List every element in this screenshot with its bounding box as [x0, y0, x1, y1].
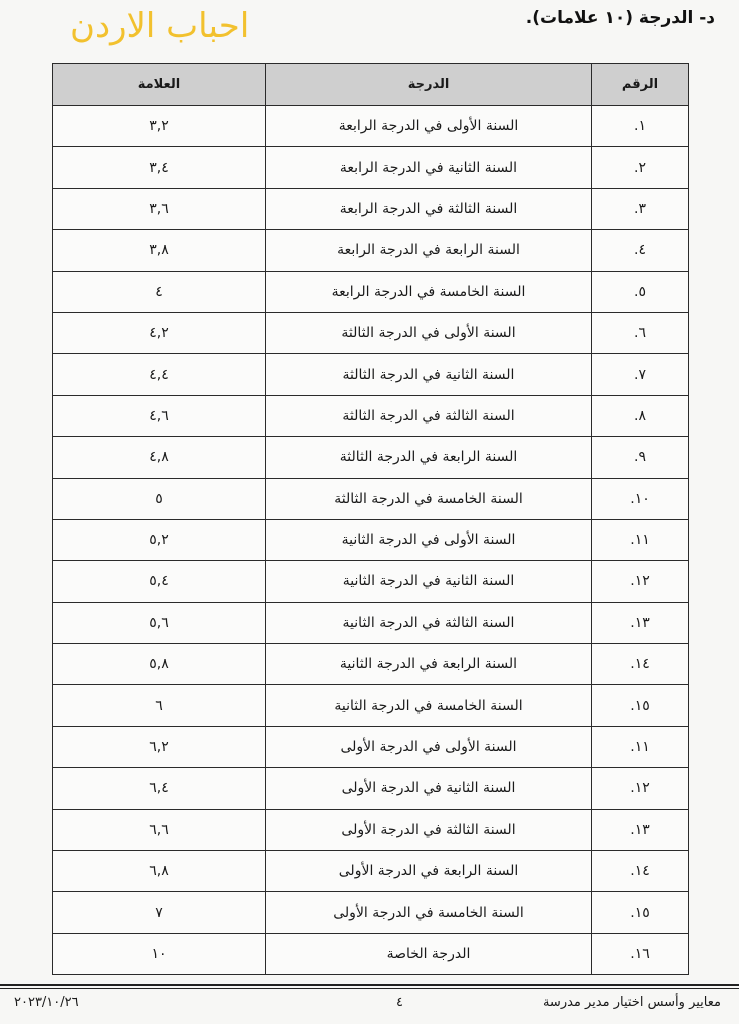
row-number-cell: ١٣.: [592, 602, 689, 643]
footer-divider: [0, 984, 739, 986]
row-number-cell: ١٤.: [592, 644, 689, 685]
table-row: [53, 768, 689, 809]
footer-divider-thin: [0, 988, 739, 989]
table-body: [53, 106, 689, 975]
row-mark-cell: ٧: [53, 892, 266, 933]
table-row: [53, 519, 689, 560]
row-mark-cell: ٤,٢: [53, 312, 266, 353]
footer-page-number: ٤: [396, 995, 403, 1010]
row-mark-cell: ٥,٨: [53, 644, 266, 685]
table-row: [53, 892, 689, 933]
row-mark-cell: ٣,٨: [53, 230, 266, 271]
row-degree-cell: السنة الأولى في الدرجة الثالثة: [266, 312, 592, 353]
row-degree-cell: السنة الخامسة في الدرجة الثانية: [266, 685, 592, 726]
row-degree-cell: السنة الثالثة في الدرجة الثانية: [266, 602, 592, 643]
row-mark-cell: ٤: [53, 271, 266, 312]
row-mark-cell: ٤,٨: [53, 437, 266, 478]
row-number-cell: ٤.: [592, 230, 689, 271]
row-degree-cell: السنة الثانية في الدرجة الرابعة: [266, 147, 592, 188]
row-mark-cell: ٦,٨: [53, 851, 266, 892]
row-mark-cell: ٥,٤: [53, 561, 266, 602]
table-row: [53, 602, 689, 643]
row-mark-cell: ٦,٢: [53, 726, 266, 767]
row-number-cell: ١٦.: [592, 933, 689, 974]
row-degree-cell: السنة الثانية في الدرجة الثانية: [266, 561, 592, 602]
table-row: [53, 851, 689, 892]
grade-table: [52, 63, 689, 975]
table-row: [53, 726, 689, 767]
table-row: [53, 147, 689, 188]
table-header-row: [53, 64, 689, 106]
row-degree-cell: السنة الرابعة في الدرجة الثانية: [266, 644, 592, 685]
row-degree-cell: السنة الخامسة في الدرجة الرابعة: [266, 271, 592, 312]
watermark: احباب الاردن: [70, 6, 250, 46]
row-number-cell: ١.: [592, 106, 689, 147]
row-number-cell: ١٥.: [592, 685, 689, 726]
row-mark-cell: ٦,٦: [53, 809, 266, 850]
row-mark-cell: ٥: [53, 478, 266, 519]
table-row: [53, 644, 689, 685]
row-mark-cell: ٣,٦: [53, 188, 266, 229]
row-number-cell: ١١.: [592, 519, 689, 560]
row-mark-cell: ٥,٢: [53, 519, 266, 560]
row-degree-cell: السنة الثانية في الدرجة الثالثة: [266, 354, 592, 395]
header-mark: العلامة: [53, 64, 266, 106]
row-number-cell: ٩.: [592, 437, 689, 478]
row-number-cell: ٨.: [592, 395, 689, 436]
section-heading: د- الدرجة (١٠ علامات).: [525, 8, 715, 28]
row-number-cell: ١٢.: [592, 768, 689, 809]
row-degree-cell: الدرجة الخاصة: [266, 933, 592, 974]
row-degree-cell: السنة الأولى في الدرجة الأولى: [266, 726, 592, 767]
table-row: [53, 188, 689, 229]
row-number-cell: ١١.: [592, 726, 689, 767]
row-mark-cell: ٥,٦: [53, 602, 266, 643]
row-degree-cell: السنة الخامسة في الدرجة الأولى: [266, 892, 592, 933]
row-mark-cell: ٦: [53, 685, 266, 726]
table-row: [53, 354, 689, 395]
row-mark-cell: ٤,٤: [53, 354, 266, 395]
row-number-cell: ٧.: [592, 354, 689, 395]
table-row: [53, 685, 689, 726]
row-number-cell: ١٠.: [592, 478, 689, 519]
row-number-cell: ١٣.: [592, 809, 689, 850]
table-row: [53, 230, 689, 271]
row-mark-cell: ٦,٤: [53, 768, 266, 809]
row-number-cell: ٢.: [592, 147, 689, 188]
row-number-cell: ٣.: [592, 188, 689, 229]
row-mark-cell: ١٠: [53, 933, 266, 974]
header-degree: الدرجة: [266, 64, 592, 106]
table-row: [53, 106, 689, 147]
row-mark-cell: ٣,٢: [53, 106, 266, 147]
row-degree-cell: السنة الثالثة في الدرجة الرابعة: [266, 188, 592, 229]
table-row: [53, 478, 689, 519]
row-degree-cell: السنة الرابعة في الدرجة الأولى: [266, 851, 592, 892]
row-degree-cell: السنة الرابعة في الدرجة الثالثة: [266, 437, 592, 478]
row-degree-cell: السنة الثانية في الدرجة الأولى: [266, 768, 592, 809]
row-degree-cell: السنة الثالثة في الدرجة الثالثة: [266, 395, 592, 436]
row-number-cell: ١٥.: [592, 892, 689, 933]
footer-date: ٢٠٢٣/١٠/٢٦: [14, 995, 79, 1010]
row-degree-cell: السنة الخامسة في الدرجة الثالثة: [266, 478, 592, 519]
table-row: [53, 437, 689, 478]
row-mark-cell: ٤,٦: [53, 395, 266, 436]
table-row: [53, 271, 689, 312]
row-number-cell: ١٢.: [592, 561, 689, 602]
row-degree-cell: السنة الرابعة في الدرجة الرابعة: [266, 230, 592, 271]
row-degree-cell: السنة الثالثة في الدرجة الأولى: [266, 809, 592, 850]
table-row: [53, 809, 689, 850]
footer-document-title: معايير وأسس اختيار مدير مدرسة: [542, 995, 721, 1010]
row-degree-cell: السنة الأولى في الدرجة الرابعة: [266, 106, 592, 147]
row-degree-cell: السنة الأولى في الدرجة الثانية: [266, 519, 592, 560]
table-row: [53, 933, 689, 974]
row-mark-cell: ٣,٤: [53, 147, 266, 188]
table-row: [53, 312, 689, 353]
row-number-cell: ٦.: [592, 312, 689, 353]
table-row: [53, 561, 689, 602]
row-number-cell: ٥.: [592, 271, 689, 312]
row-number-cell: ١٤.: [592, 851, 689, 892]
header-number: الرقم: [592, 64, 689, 106]
table-row: [53, 395, 689, 436]
